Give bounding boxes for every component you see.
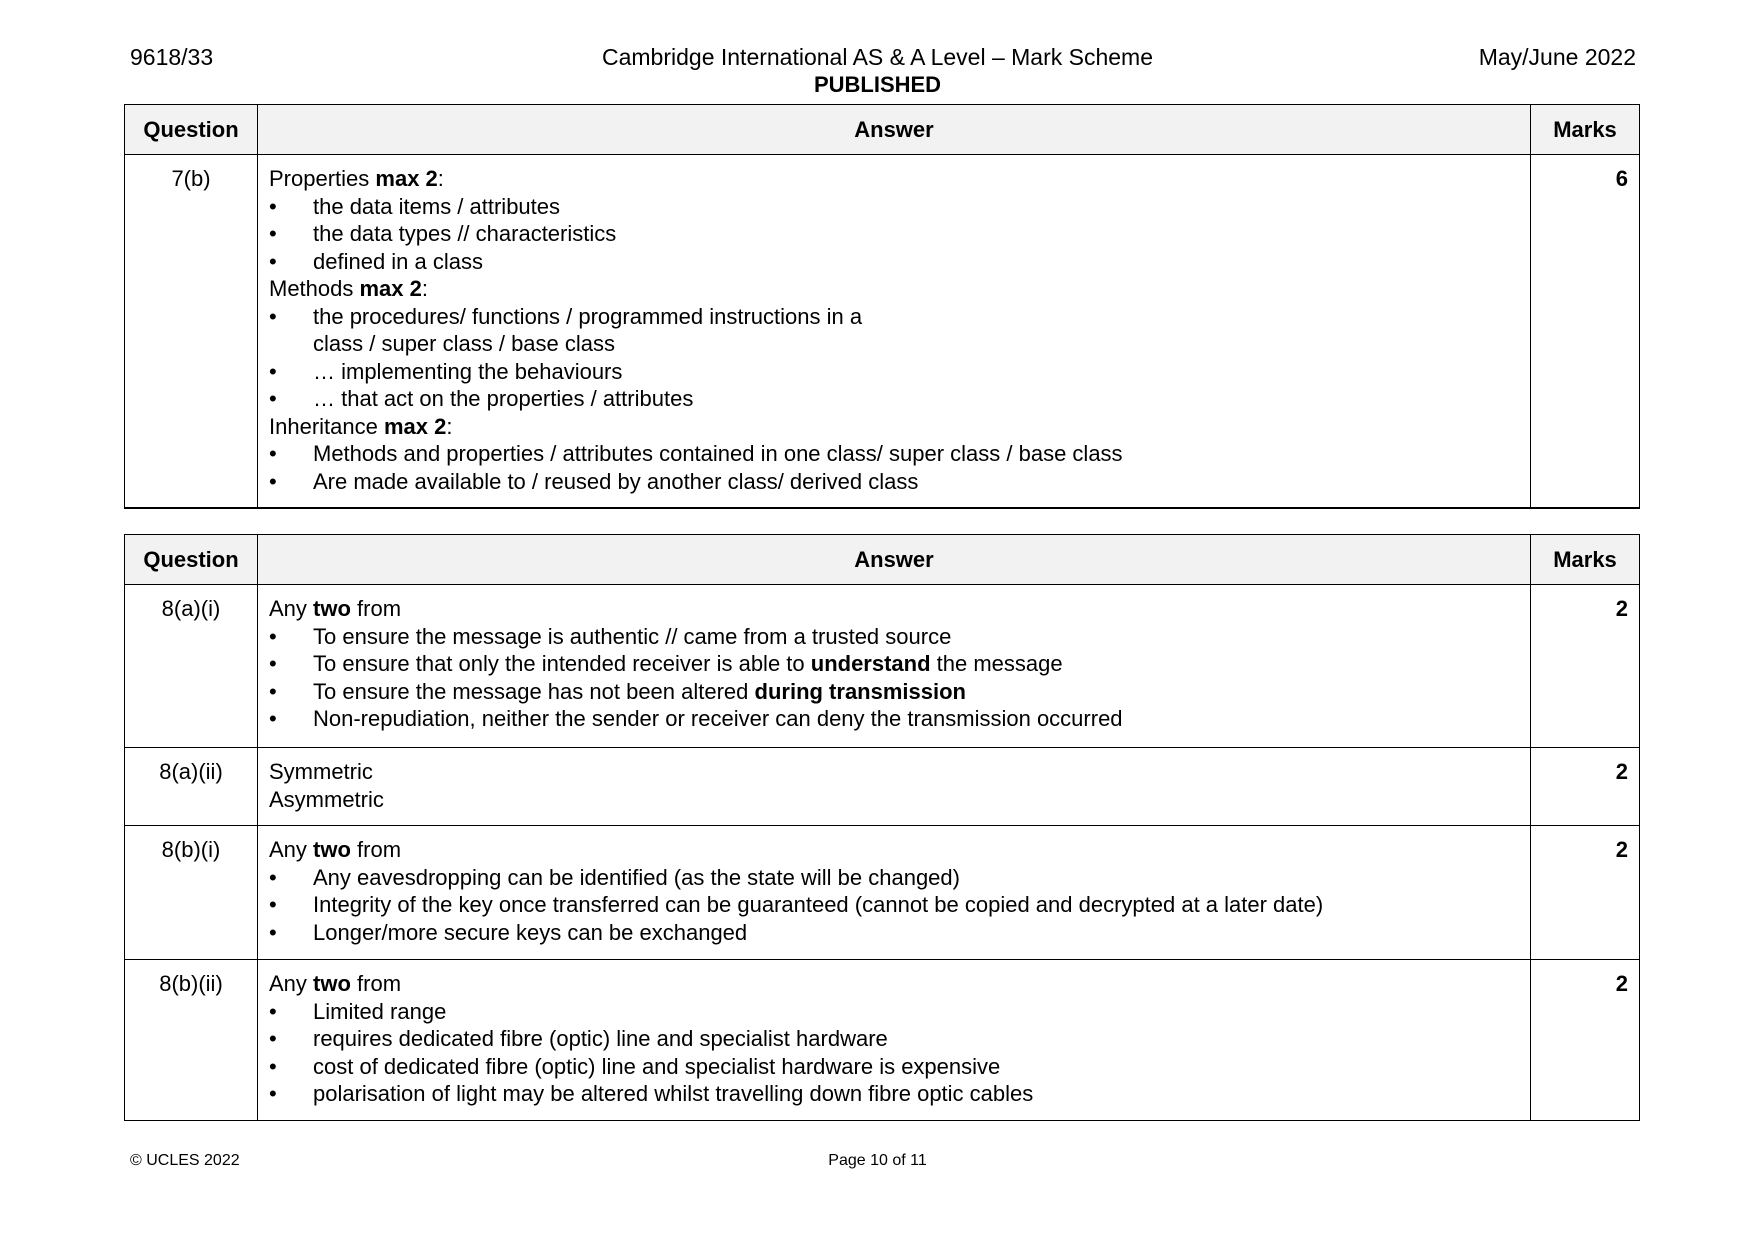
properties-heading: Properties max 2:	[269, 166, 444, 191]
document-title: Cambridge International AS & A Level – Mark Scheme	[601, 44, 1154, 70]
copyright-notice: © UCLES 2022	[130, 1152, 240, 1169]
table-row	[125, 585, 1640, 748]
marks-value: 2	[1531, 585, 1640, 748]
table-header-row	[125, 535, 1640, 585]
question-column-header: Question	[125, 105, 258, 155]
list-item: • Longer/more secure keys can be exchanged	[269, 919, 1519, 947]
inheritance-heading: Inheritance max 2:	[269, 413, 453, 439]
table-header-row	[125, 105, 1640, 155]
answer-cell	[258, 826, 1531, 960]
question-number: 7(b)	[125, 155, 258, 508]
list-item: • To ensure the message has not been altered during transmission	[269, 678, 1519, 706]
answer-line: Symmetric	[269, 759, 373, 784]
marks-value: 2	[1531, 826, 1640, 960]
list-item: • Integrity of the key once transferred can be guaranteed (cannot be copied and decrypted at a later date)	[269, 891, 1519, 919]
list-item: • requires dedicated fibre (optic) line and specialist hardware	[269, 1025, 1519, 1053]
list-item: • Non-repudiation, neither the sender or receiver can deny the transmission occurred	[269, 705, 1519, 733]
list-item: • polarisation of light may be altered whilst travelling down fibre optic cables	[269, 1080, 1519, 1108]
question-column-header: Question	[125, 535, 258, 585]
list-item: • … implementing the behaviours	[269, 358, 1519, 386]
table-row	[125, 155, 1640, 508]
marks-value: 2	[1531, 960, 1640, 1121]
list-item: • Methods and properties / attributes contained in one class/ super class / base class	[269, 440, 1519, 468]
exam-session: May/June 2022	[1478, 44, 1636, 70]
paper-code: 9618/33	[130, 44, 214, 70]
list-item: • Limited range	[269, 998, 1519, 1026]
answer-line: Asymmetric	[269, 786, 384, 812]
marks-column-header: Marks	[1531, 105, 1640, 155]
answer-cell	[258, 585, 1531, 748]
list-item: • the data items / attributes	[269, 193, 1519, 221]
question-number: 8(a)(i)	[125, 585, 258, 748]
answer-cell	[258, 960, 1531, 1121]
list-item: • To ensure the message is authentic // came from a trusted source	[269, 623, 1519, 651]
methods-heading: Methods max 2:	[269, 276, 429, 301]
list-item: • Are made available to / reused by another class/ derived class	[269, 468, 1519, 496]
answer-column-header: Answer	[258, 105, 1531, 155]
answer-cell	[258, 155, 1531, 508]
list-item: • defined in a class	[269, 248, 1519, 276]
list-item: • the data types // characteristics	[269, 220, 1519, 248]
published-label: PUBLISHED	[813, 72, 942, 97]
mark-scheme-table-q8	[124, 534, 1640, 1121]
mark-scheme-table-q7	[124, 104, 1640, 509]
list-item: • … that act on the properties / attributes	[269, 385, 1519, 413]
page-number: Page 10 of 11	[828, 1152, 927, 1169]
table-row	[125, 960, 1640, 1121]
marks-value: 6	[1531, 155, 1640, 508]
answer-cell	[258, 748, 1531, 826]
answer-intro: Any two from	[269, 971, 402, 996]
table-row	[125, 748, 1640, 826]
answer-column-header: Answer	[258, 535, 1531, 585]
question-number: 8(b)(ii)	[125, 960, 258, 1121]
list-item: • To ensure that only the intended receiver is able to understand the message	[269, 650, 1519, 678]
list-item: • the procedures/ functions / programmed instructions in a class / super class / base class	[269, 303, 1519, 358]
answer-intro: Any two from	[269, 837, 402, 862]
marks-column-header: Marks	[1531, 535, 1640, 585]
question-number: 8(b)(i)	[125, 826, 258, 960]
table-row	[125, 826, 1640, 960]
list-item: • Any eavesdropping can be identified (as the state will be changed)	[269, 864, 1519, 892]
list-item: • cost of dedicated fibre (optic) line and specialist hardware is expensive	[269, 1053, 1519, 1081]
answer-intro: Any two from	[269, 596, 402, 621]
question-number: 8(a)(ii)	[125, 748, 258, 826]
marks-value: 2	[1531, 748, 1640, 826]
